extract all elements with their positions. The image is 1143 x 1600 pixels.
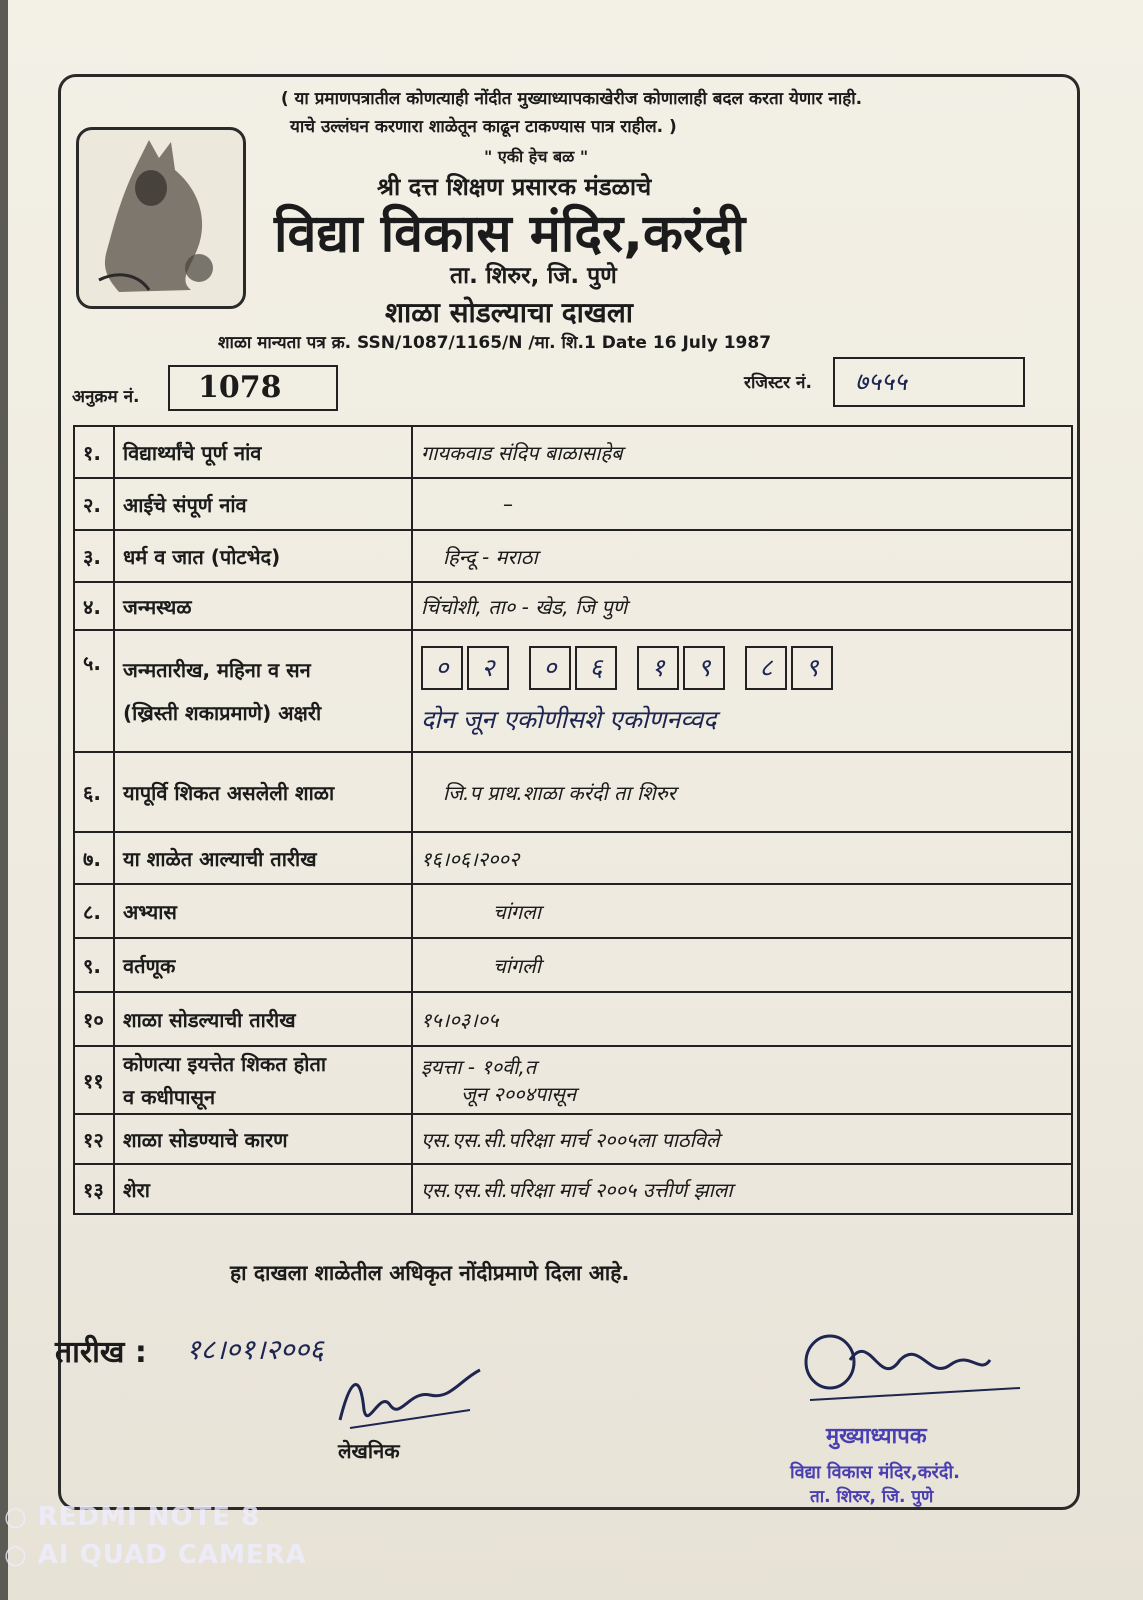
table-row <box>74 1046 1072 1114</box>
standard-since: जून २००४पासून <box>461 1082 577 1106</box>
birth-date-digit-box: २ <box>467 646 509 690</box>
table-row <box>74 832 1072 884</box>
standard: इयत्ता - १०वी,त <box>421 1055 537 1079</box>
camera-watermark-line-2: ○ AI QUAD CAMERA <box>4 1540 307 1570</box>
mother-name: – <box>412 478 1072 530</box>
field-label: शाळा सोडल्याची तारीख <box>114 992 412 1046</box>
field-label: जन्मस्थळ <box>114 582 412 630</box>
remark: एस.एस.सी.परिक्षा मार्च २००५ उत्तीर्ण झाला <box>412 1164 1072 1214</box>
field-label-line-1: जन्मतारीख, महिना व सन <box>123 658 311 682</box>
row-number: ९. <box>74 938 114 992</box>
birth-date-words: दोन जून एकोणीसशे एकोणनव्वद <box>421 705 717 734</box>
row-number: १३ <box>74 1164 114 1214</box>
record-table <box>73 425 1073 1215</box>
birth-date-cell <box>412 630 1072 752</box>
religion-caste: हिन्दू - मराठा <box>412 530 1072 582</box>
birth-date-digit-box: ९ <box>683 646 725 690</box>
row-number: ६. <box>74 752 114 832</box>
birth-place: चिंचोशी, ता० - खेड, जि पुणे <box>412 582 1072 630</box>
birth-date-digit-box: ० <box>421 646 463 690</box>
recognition-number: शाळा मान्यता पत्र क्र. SSN/1087/1165/N /मा. शि.1 Date 16 July 1987 <box>218 333 772 353</box>
field-label: शेरा <box>114 1164 412 1214</box>
conduct: चांगली <box>412 938 1072 992</box>
headmaster-signature <box>790 1320 1030 1410</box>
notice-line-2: याचे उल्लंघन करणारा शाळेतून काढून टाकण्यास पात्र राहील. ) <box>290 117 677 137</box>
table-row <box>74 884 1072 938</box>
row-number: ८. <box>74 884 114 938</box>
birth-date-digit-box: ६ <box>575 646 617 690</box>
field-label: धर्म व जात (पोटभेद) <box>114 530 412 582</box>
issue-date-label: तारीख : <box>55 1335 147 1370</box>
stamp-line-1: विद्या विकास मंदिर,करंदी. <box>790 1462 960 1483</box>
table-row <box>74 992 1072 1046</box>
admission-date: १६।०६।२००२ <box>412 832 1072 884</box>
field-label: वर्तणूक <box>114 938 412 992</box>
leaving-reason: एस.एस.सी.परिक्षा मार्च २००५ला पाठविले <box>412 1114 1072 1164</box>
table-row <box>74 426 1072 478</box>
field-label-line-1: कोणत्या इयत्तेत शिकत होता <box>123 1052 327 1076</box>
standard-cell <box>412 1046 1072 1114</box>
field-label: यापूर्वि शिकत असलेली शाळा <box>114 752 412 832</box>
field-label: शाळा सोडण्याचे कारण <box>114 1114 412 1164</box>
stamp-line-2: ता. शिरुर, जि. पुणे <box>810 1487 934 1507</box>
field-label: अभ्यास <box>114 884 412 938</box>
register-label: रजिस्टर नं. <box>744 373 812 393</box>
birth-date-digit-box: १ <box>637 646 679 690</box>
table-row <box>74 1164 1072 1214</box>
notice-line-1: ( या प्रमाणपत्रातील कोणत्याही नोंदीत मुख्याध्यापकाखेरीज कोणालाही बदल करता येणार नाही. <box>280 89 863 109</box>
table-row <box>74 1114 1072 1164</box>
table-row <box>74 478 1072 530</box>
field-label: या शाळेत आल्याची तारीख <box>114 832 412 884</box>
row-number: १० <box>74 992 114 1046</box>
society-name: श्री दत्त शिक्षण प्रसारक मंडळाचे <box>377 173 652 201</box>
camera-model: REDMI NOTE 8 <box>37 1502 261 1532</box>
student-name: गायकवाड संदिप बाळासाहेब <box>412 426 1072 478</box>
row-number: ५. <box>74 630 114 752</box>
register-number: ७५५५ <box>833 357 1025 407</box>
birth-date-digits <box>421 646 1063 690</box>
school-emblem <box>76 127 246 309</box>
table-row <box>74 530 1072 582</box>
birth-date-digit-box: ९ <box>791 646 833 690</box>
table-row <box>74 752 1072 832</box>
table-row <box>74 938 1072 992</box>
issue-date: १८।०१।२००६ <box>186 1333 324 1366</box>
camera-watermark-line-1: ○ REDMI NOTE 8 <box>4 1502 261 1532</box>
clerk-signature <box>320 1350 500 1440</box>
row-number: २. <box>74 478 114 530</box>
headmaster-label: मुख्याध्यापक <box>826 1424 927 1449</box>
row-number: ४. <box>74 582 114 630</box>
row-number: १२ <box>74 1114 114 1164</box>
table-row <box>74 630 1072 752</box>
field-label: आईचे संपूर्ण नांव <box>114 478 412 530</box>
field-label-line-2: व कधीपासून <box>123 1085 216 1109</box>
document-title: शाळा सोडल्याचा दाखला <box>385 296 634 329</box>
row-number: ३. <box>74 530 114 582</box>
field-label <box>114 1046 412 1114</box>
school-name: विद्या विकास मंदिर,करंदी <box>274 204 746 264</box>
motto: " एकी हेच बळ " <box>484 147 589 166</box>
serial-number: 1078 <box>168 365 338 411</box>
serial-label: अनुक्रम नं. <box>72 387 140 407</box>
birth-date-digit-box: ० <box>529 646 571 690</box>
certification-statement: हा दाखला शाळेतील अधिकृत नोंदीप्रमाणे दिला आहे. <box>230 1261 630 1285</box>
school-location: ता. शिरुर, जि. पुणे <box>450 263 617 289</box>
clerk-label: लेखनिक <box>338 1439 400 1463</box>
field-label: विद्यार्थ्यांचे पूर्ण नांव <box>114 426 412 478</box>
row-number: १. <box>74 426 114 478</box>
previous-school: जि.प प्राथ.शाळा करंदी ता शिरुर <box>412 752 1072 832</box>
leaving-date: १५।०३।०५ <box>412 992 1072 1046</box>
field-label-line-2: (ख्रिस्ती शकाप्रमाणे) अक्षरी <box>123 701 322 725</box>
field-label <box>114 630 412 752</box>
camera-type: AI QUAD CAMERA <box>37 1540 307 1570</box>
progress: चांगला <box>412 884 1072 938</box>
row-number: ७. <box>74 832 114 884</box>
table-row <box>74 582 1072 630</box>
row-number: ११ <box>74 1046 114 1114</box>
birth-date-digit-box: ८ <box>745 646 787 690</box>
